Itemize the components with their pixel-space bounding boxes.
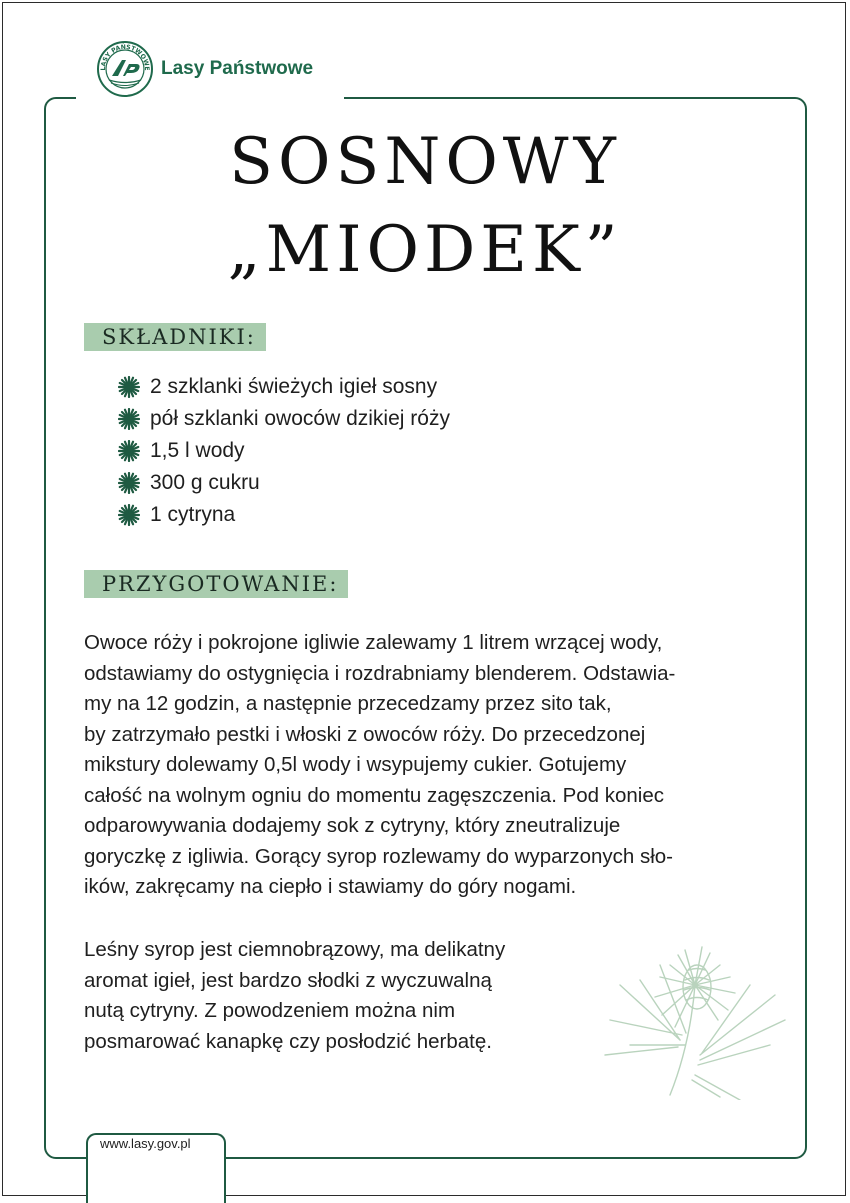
ingredient-text: 1 cytryna: [150, 503, 236, 526]
preparation-line: odstawiamy do ostygnięcia i rozdrabniamy blenderem. Odstawia-: [84, 661, 676, 685]
description-line: Leśny syrop jest ciemnobrązowy, ma delikatny: [84, 938, 506, 961]
preparation-line: by zatrzymało pestki i włoski z owoców róży. Do przecedzonej: [84, 722, 646, 746]
description-line: nutą cytryny. Z powodzeniem można nim: [84, 999, 456, 1022]
preparation-line: goryczkę z igliwia. Gorący syrop rozlewamy do wyparzonych sło-: [84, 844, 674, 868]
pine-star-icon: [118, 408, 140, 430]
title-line-1: SOSNOWY: [229, 125, 621, 199]
preparation-heading: PRZYGOTOWANIE:: [84, 570, 348, 598]
title-line-2: „MIODEK”: [227, 213, 623, 287]
syrop-description: [84, 935, 624, 1057]
recipe-title: [0, 118, 850, 294]
website-link[interactable]: www.lasy.gov.pl: [100, 1136, 191, 1151]
pine-star-icon: [118, 440, 140, 462]
ingredient-text: 1,5 l wody: [150, 439, 245, 462]
ingredient-item: [118, 403, 450, 435]
ingredient-text: 2 szklanki świeżych igieł sosny: [150, 375, 438, 398]
preparation-line: Owoce róży i pokrojone igliwie zalewamy 1 litrem wrzącej wody,: [84, 631, 663, 654]
ingredient-text: 300 g cukru: [150, 471, 260, 494]
ingredient-item: [118, 499, 450, 531]
preparation-line: mikstury dolewamy 0,5l wody i wsypujemy cukier. Gotujemy: [84, 753, 627, 776]
preparation-line: odparowywania dodajemy sok z cytryny, który zneutralizuje: [84, 814, 621, 837]
ingredient-item: [118, 371, 450, 403]
preparation-line: my na 12 godzin, a następnie przecedzamy przez sito tak,: [84, 692, 612, 715]
ingredient-item: [118, 467, 450, 499]
pine-star-icon: [118, 376, 140, 398]
lasy-panstwowe-logo-icon: [96, 40, 154, 98]
preparation-line: ików, zakręcamy na ciepło i stawiamy do góry nogami.: [84, 875, 577, 898]
ingredient-item: [118, 435, 450, 467]
pine-star-icon: [118, 504, 140, 526]
ingredients-list: [118, 371, 450, 531]
description-line: aromat igieł, jest bardzo słodki z wyczuwalną: [84, 968, 492, 992]
preparation-text: [84, 628, 774, 903]
preparation-line: całość na wolnym ogniu do momentu zagęszczenia. Pod koniec: [84, 783, 665, 807]
ingredients-heading: SKŁADNIKI:: [84, 323, 266, 351]
ingredient-text: pół szklanki owoców dzikiej róży: [150, 407, 450, 430]
pine-star-icon: [118, 472, 140, 494]
logo-ring-text: LASY PAŃSTWOWE: [99, 43, 151, 71]
pine-branch-illustration-icon: [600, 925, 790, 1100]
description-line: posmarować kanapkę czy posłodzić herbatę.: [84, 1029, 492, 1053]
brand-name: Lasy Państwowe: [161, 58, 314, 79]
